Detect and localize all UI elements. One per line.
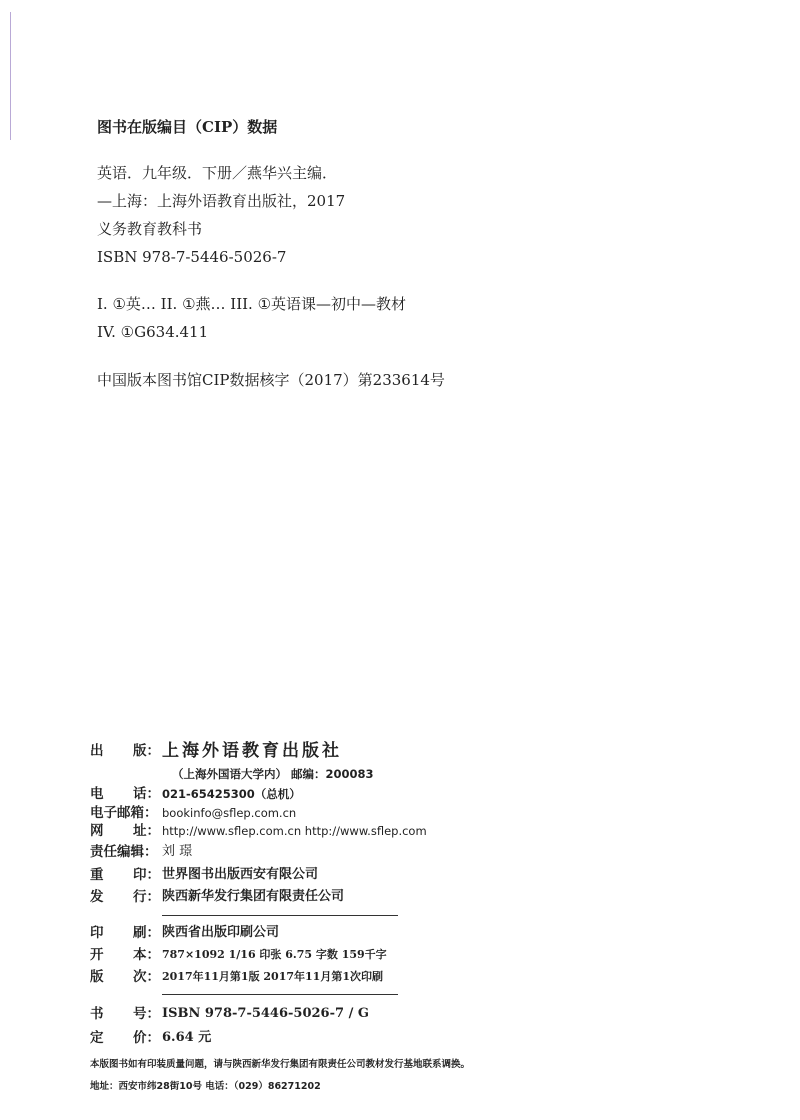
- imprint-label: 重 印：: [90, 867, 160, 883]
- imprint-isbn-row: [90, 1002, 780, 1026]
- cip-classification-line: I. ①英… II. ①燕… III. ①英语课—初中—教材: [97, 295, 407, 313]
- imprint-rule-row: [90, 908, 780, 922]
- isbn-number: ISBN 978-7-5446-5026-7 / G: [162, 1006, 369, 1021]
- imprint-label: 开 本：: [90, 947, 160, 963]
- imprint-distributor-row: [90, 886, 780, 908]
- imprint-label: 电 话：: [90, 786, 160, 802]
- imprint-label: 责任编辑：: [90, 844, 158, 860]
- cip-publisher-line: —上海：上海外语教育出版社，2017: [97, 192, 346, 210]
- cip-series-line: 义务教育教科书: [97, 220, 203, 238]
- publisher-address: （上海外国语大学内） 邮编：200083: [172, 767, 374, 781]
- phone-number: 021-65425300（总机）: [162, 787, 301, 801]
- imprint-rule-row: [90, 988, 780, 1002]
- imprint-label: 版 次：: [90, 969, 160, 985]
- imprint-editor-row: [90, 840, 780, 864]
- imprint-label: 发 行：: [90, 889, 160, 905]
- imprint-block: [90, 738, 780, 1094]
- divider-rule: [162, 915, 398, 916]
- price-value: 6.64 元: [162, 1030, 212, 1045]
- editor-name: 刘 璟: [162, 844, 193, 859]
- cip-record-number: 中国版本图书馆CIP数据核字（2017）第233614号: [97, 371, 445, 389]
- imprint-label: 电子邮箱：: [90, 805, 158, 821]
- imprint-website-row: [90, 822, 780, 840]
- imprint-label: 出 版：: [90, 743, 160, 759]
- imprint-phone-row: [90, 784, 780, 804]
- imprint-label: 印 刷：: [90, 925, 160, 941]
- imprint-notice-row: [90, 1050, 780, 1074]
- email-address: bookinfo@sflep.com.cn: [162, 806, 297, 820]
- imprint-label: 定 价：: [90, 1030, 160, 1046]
- margin-line: [10, 12, 11, 140]
- cip-classification-code: IV. ①G634.411: [97, 323, 209, 341]
- distributor-company: 陕西新华发行集团有限责任公司: [162, 889, 345, 904]
- imprint-publisher-row: [90, 738, 780, 764]
- imprint-label: 网 址：: [90, 823, 160, 839]
- imprint-email-row: [90, 804, 780, 822]
- edition-info: 2017年11月第1版 2017年11月第1次印刷: [162, 970, 383, 983]
- format-spec: 787×1092 1/16 印张 6.75 字数 159千字: [162, 948, 387, 961]
- imprint-publisher-addr-row: [90, 764, 780, 784]
- imprint-address-row: [90, 1074, 780, 1094]
- imprint-edition-row: [90, 966, 780, 988]
- reprint-company: 世界图书出版西安有限公司: [162, 867, 319, 882]
- cip-heading: 图书在版编目（CIP）数据: [97, 118, 278, 136]
- cip-title-line: 英语．九年级．下册／燕华兴主编．: [97, 164, 338, 182]
- website-url: http://www.sflep.com.cn http://www.sflep.com: [162, 824, 427, 838]
- divider-rule: [162, 994, 398, 995]
- publisher-name: 上海外语教育出版社: [162, 741, 342, 761]
- printer-company: 陕西省出版印刷公司: [162, 925, 280, 940]
- imprint-printer-row: [90, 922, 780, 944]
- imprint-label: 书 号：: [90, 1006, 160, 1022]
- quality-notice: 本版图书如有印装质量问题，请与陕西新华发行集团有限责任公司教材发行基地联系调换。: [90, 1059, 471, 1070]
- imprint-price-row: [90, 1026, 780, 1050]
- cip-isbn-line: ISBN 978-7-5446-5026-7: [97, 248, 287, 266]
- distributor-address: 地址：西安市纬28街10号 电话：（029）86271202: [90, 1081, 321, 1092]
- imprint-reprint-row: [90, 864, 780, 886]
- imprint-format-row: [90, 944, 780, 966]
